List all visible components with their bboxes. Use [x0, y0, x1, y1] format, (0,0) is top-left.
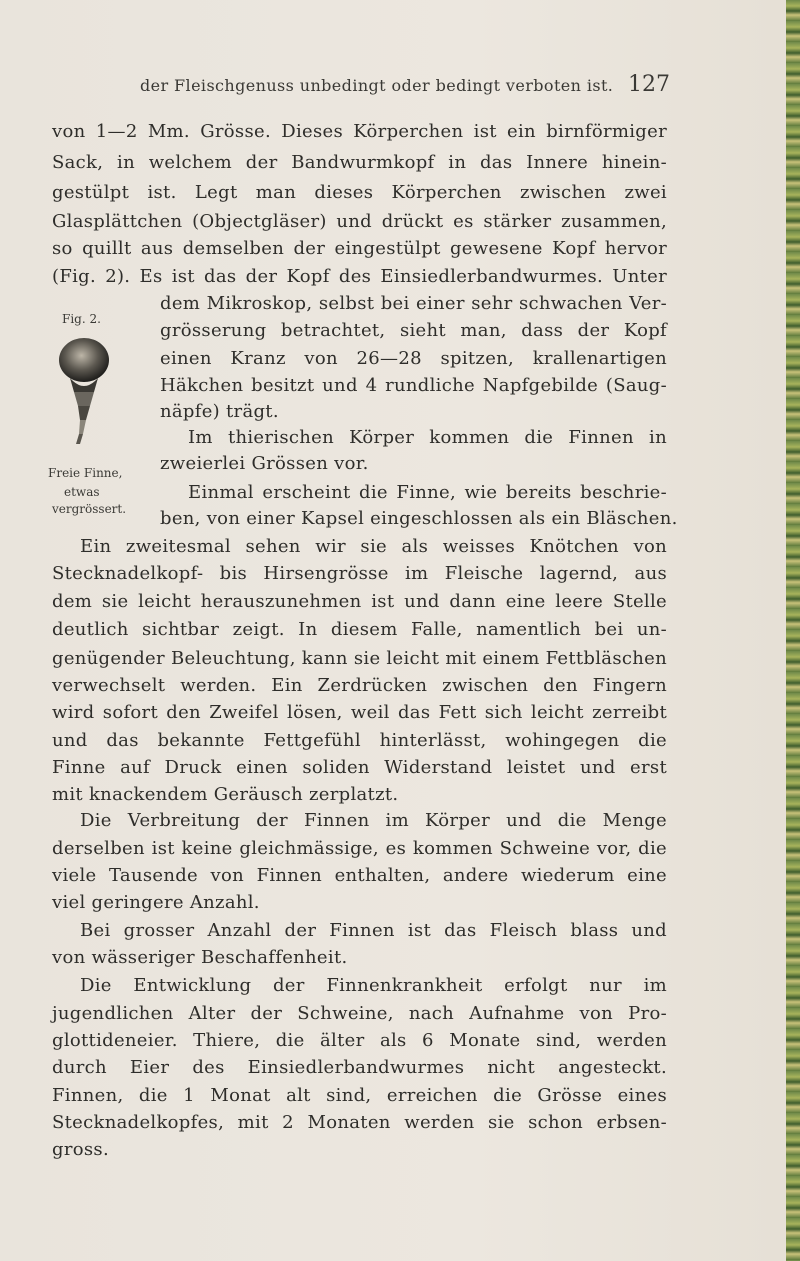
figure-caption-line: Freie Finne,: [48, 466, 123, 480]
text-line: mit knackendem Geräusch zerplatzt.: [52, 784, 399, 805]
text-line: gross.: [52, 1139, 109, 1160]
book-binding-edge: [786, 0, 800, 1261]
running-header: [140, 72, 670, 100]
header-title: der Fleischgenuss unbedingt oder bedingt verboten ist.: [140, 76, 614, 95]
figure-caption-line: etwas: [64, 485, 100, 499]
text-line: Finnen, die 1 Monat alt sind, erreichen die Grösse eines: [52, 1085, 667, 1106]
text-line: derselben ist keine gleichmässige, es kommen Schweine vor, die: [52, 838, 667, 859]
text-line: Finne auf Druck einen soliden Widerstand leistet und erst: [52, 757, 667, 778]
text-line: Bei grosser Anzahl der Finnen ist das Fleisch blass und: [80, 920, 667, 941]
text-line: dem sie leicht herauszunehmen ist und dann eine leere Stelle: [52, 591, 667, 612]
text-line: viele Tausende von Finnen enthalten, andere wiederum eine: [52, 865, 667, 886]
page-number: 127: [628, 72, 670, 97]
scolex-head-shape: [59, 338, 109, 382]
text-line: Einmal erscheint die Finne, wie bereits beschrie-: [188, 482, 667, 503]
text-line: näpfe) trägt.: [160, 401, 279, 422]
text-line: Sack, in welchem der Bandwurmkopf in das Innere hinein-: [52, 152, 667, 173]
text-line: Stecknadelkopfes, mit 2 Monaten werden sie schon erbsen-: [52, 1112, 667, 1133]
text-line: verwechselt werden. Ein Zerdrücken zwischen den Fingern: [52, 675, 667, 696]
text-line: genügender Beleuchtung, kann sie leicht mit einem Fettbläschen: [52, 648, 667, 669]
text-line: viel geringere Anzahl.: [52, 892, 260, 913]
text-line: Häkchen besitzt und 4 rundliche Napfgebilde (Saug-: [160, 375, 667, 396]
neck-segment: [79, 420, 86, 434]
text-line: Im thierischen Körper kommen die Finnen in: [188, 427, 667, 448]
text-line: Stecknadelkopf- bis Hirsengrösse im Fleische lagernd, aus: [52, 563, 667, 584]
text-line: von wässeriger Beschaffenheit.: [52, 947, 348, 968]
text-line: glottideneier. Thiere, die älter als 6 Monate sind, werden: [52, 1030, 667, 1051]
text-line: grösserung betrachtet, sieht man, dass der Kopf: [160, 320, 667, 341]
text-line: dem Mikroskop, selbst bei einer sehr schwachen Ver-: [160, 293, 667, 314]
text-line: von 1—2 Mm. Grösse. Dieses Körperchen ist ein birnförmiger: [52, 121, 667, 142]
figure-caption-line: vergrössert.: [52, 502, 127, 516]
text-line: durch Eier des Einsiedlerbandwurmes nicht angesteckt.: [52, 1057, 667, 1078]
text-line: deutlich sichtbar zeigt. In diesem Falle, namentlich bei un-: [52, 619, 667, 640]
text-line: Die Verbreitung der Finnen im Körper und die Menge: [80, 810, 667, 831]
text-line: Die Entwicklung der Finnenkrankheit erfolgt nur im: [80, 975, 667, 996]
text-line: so quillt aus demselben der eingestülpt gewesene Kopf hervor: [52, 238, 667, 259]
neck-segment: [74, 392, 94, 406]
tapeworm-head-figure: [52, 334, 116, 446]
text-line: ben, von einer Kapsel eingeschlossen als ein Bläschen.: [160, 508, 678, 529]
text-line: und das bekannte Fettgefühl hinterlässt, wohingegen die: [52, 730, 667, 751]
figure-label: Fig. 2.: [62, 312, 101, 326]
text-line: einen Kranz von 26—28 spitzen, krallenartigen: [160, 348, 667, 369]
text-line: (Fig. 2). Es ist das der Kopf des Einsiedlerbandwurmes. Unter: [52, 266, 667, 287]
text-line: zweierlei Grössen vor.: [160, 453, 369, 474]
text-line: Ein zweitesmal sehen wir sie als weisses Knötchen von: [80, 536, 667, 557]
text-line: wird sofort den Zweifel lösen, weil das Fett sich leicht zerreibt: [52, 702, 667, 723]
text-line: gestülpt ist. Legt man dieses Körperchen zwischen zwei: [52, 182, 667, 203]
neck-segment: [76, 434, 83, 444]
text-line: Glasplättchen (Objectgläser) und drückt es stärker zusammen,: [52, 211, 667, 232]
neck-segment: [78, 406, 90, 420]
text-line: jugendlichen Alter der Schweine, nach Aufnahme von Pro-: [52, 1003, 667, 1024]
